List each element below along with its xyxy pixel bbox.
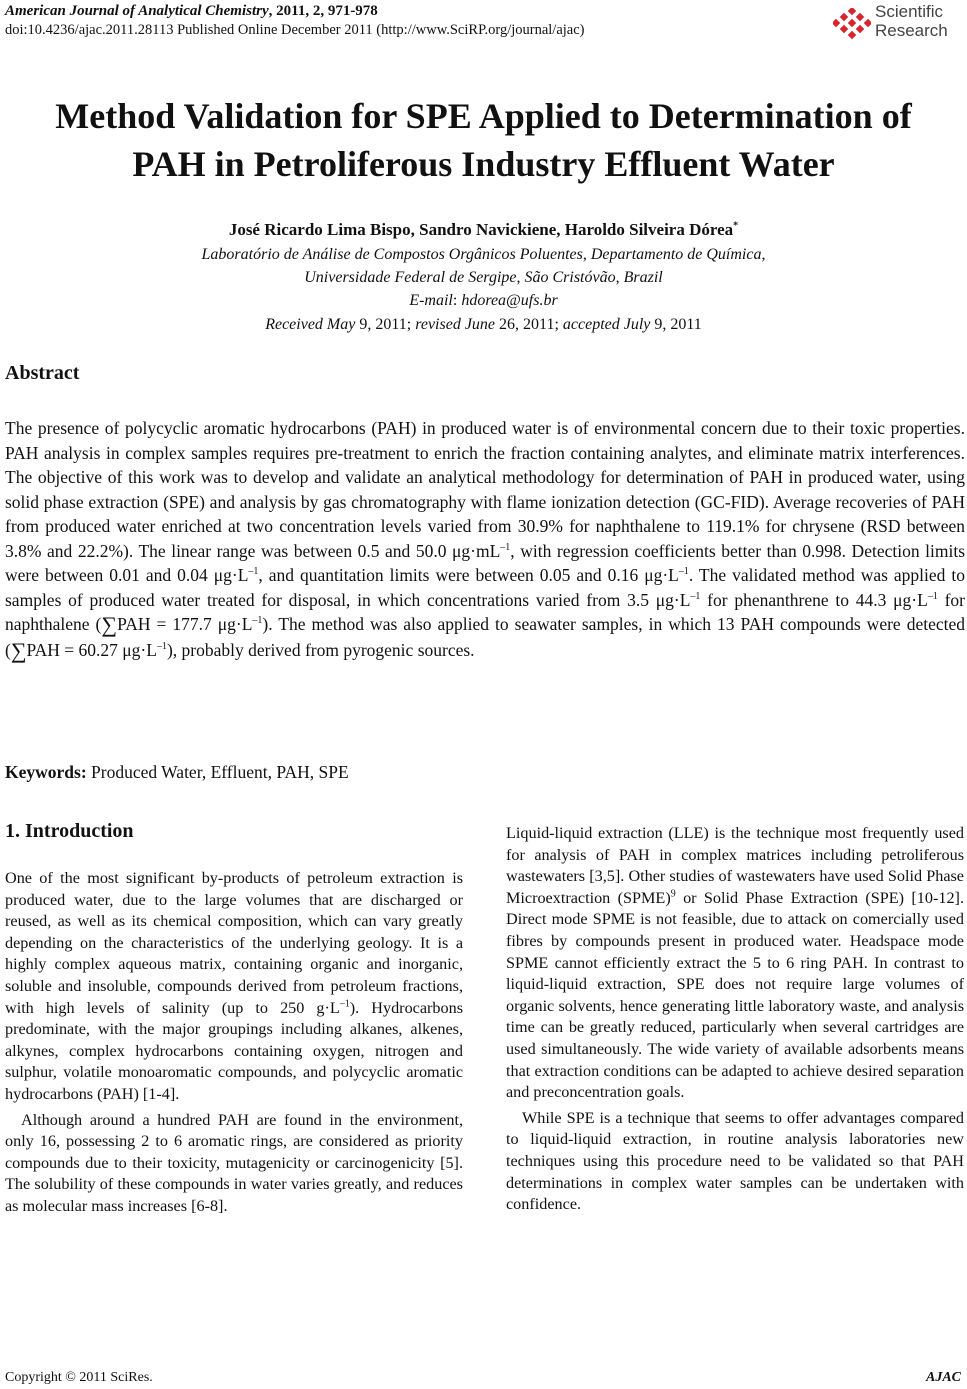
publisher-logo xyxy=(833,2,963,44)
city-name: São Cristóvão xyxy=(524,269,616,286)
sigma-symbol: ∑ xyxy=(10,637,27,663)
corresponding-mark: * xyxy=(733,220,739,232)
sigma-symbol: ∑ xyxy=(101,612,118,637)
intro-paragraph-3 xyxy=(506,823,964,1104)
journal-name: American Journal of Analytical Chemistry xyxy=(5,3,269,19)
revised-label: revised June xyxy=(415,316,496,333)
received-date: 9, 2011; xyxy=(355,316,416,333)
affiliation-line-1: Laboratório de Análise de Compostos Orgânicos Poluentes, Departamento de Química, xyxy=(201,246,766,263)
journal-header xyxy=(5,2,585,40)
affiliation-line-2: Universidade Federal de Sergipe, São Cristóvão, Brazil xyxy=(304,269,663,286)
paper-title xyxy=(0,92,967,188)
keywords-list: Produced Water, Effluent, PAH, SPE xyxy=(86,762,349,782)
ref-sup: 9 xyxy=(670,888,676,900)
abstract-text-5: for phenanthrene to 44.3 μg·L xyxy=(700,589,928,610)
logo-text-2: Research xyxy=(875,21,948,40)
intro-text-3a: Liquid-liquid extraction (LLE) is the technique most frequently used for analysis of PAH in complex matrices including petroliferous wastewaters [3,5]. Other studies of wastewaters have used Solid Phase Microextraction (SPME) xyxy=(506,824,964,907)
abstract-text-6: for naphthalene ( xyxy=(5,589,966,634)
received-label: Received May xyxy=(265,316,356,333)
abstract-heading: Abstract xyxy=(5,362,80,384)
left-column xyxy=(5,818,463,1218)
intro-text-1b: ). Hydrocarbons predominate, with the major groupings including alkanes, alkenes, alkynes, complex hydrocarbons containing oxygen, nitrogen and sulphur, volatile monoaromatic compounds, and polycyclic aromatic hydrocarbons (PAH) [1-4]. xyxy=(5,998,463,1103)
intro-paragraph-1 xyxy=(5,868,463,1106)
email-label: E-mail xyxy=(409,292,453,309)
sup-neg1: –1 xyxy=(339,998,350,1010)
intro-paragraph-4: While SPE is a technique that seems to offer advantages compared to liquid-liquid extraction, in routine analysis laboratories new techniques using this procedure need to be validated so that PAH determinations in complex water samples can be undertaken with confidence. xyxy=(506,1108,964,1214)
abstract-text-10: ), probably derived from pyrogenic sources. xyxy=(166,639,475,660)
dept-name: Departamento de Química xyxy=(590,246,762,263)
scientific-research-logo-icon xyxy=(833,8,871,40)
keywords xyxy=(5,762,349,783)
accepted-label: accepted July xyxy=(562,316,651,333)
author-list: José Ricardo Lima Bispo, Sandro Navickiene, Haroldo Silveira Dórea xyxy=(228,220,734,239)
revised-date: 26, 2011; xyxy=(495,316,563,333)
sup-neg1: –1 xyxy=(690,590,701,602)
intro-paragraph-2: Although around a hundred PAH are found in the environment, only 16, possessing 2 to 6 aromatic rings, are considered as priority compounds due to their toxicity, mutagenicity or carcinogenicity [5]. The solubility of these compounds in water varies greatly, and reduces as molecular mass increases [6-8]. xyxy=(5,1110,463,1215)
doi-line: doi:10.4236/ajac.2011.28113 Published Online December 2011 (http://www.SciRP.org/journal/ajac) xyxy=(5,22,585,38)
intro-text-3b: or Solid Phase Extraction (SPE) [10-12]. Direct mode SPME is not feasible, due to attack on comercially used fibres by compounds present in produced water. Headspace mode SPME cannot efficiently extract the 5 to 6 ring PAH. In contrast to liquid-liquid extraction, SPE does not require large volumes of organic solvents, hence generating little laboratory waste, and analysis time can be greatly reduced, particularly when several cartridges are used simultaneously. The wide variety of available adsorbents means that extraction conditions can be adapted to achieve desired separation and preconcentration goals. xyxy=(506,888,964,1102)
email-link[interactable]: hdorea@ufs.br xyxy=(461,292,558,309)
univ-name: Universidade Federal de Sergipe xyxy=(304,269,517,286)
accepted-date: 9, 2011 xyxy=(650,316,702,333)
copyright-footer: Copyright © 2011 SciRes. xyxy=(5,1370,153,1385)
sup-neg1: –1 xyxy=(248,566,259,578)
abstract-text-7: PAH = 177.7 μg·L xyxy=(117,614,253,634)
sup-neg1: –1 xyxy=(252,615,263,627)
right-column xyxy=(506,823,964,1216)
title-line-1: Method Validation for SPE Applied to Determination of xyxy=(55,96,912,136)
journal-meta: , 2011, 2, 971-978 xyxy=(268,3,378,19)
abstract-text-3: , and quantitation limits were between 0.05 and 0.16 μg·L xyxy=(258,565,679,585)
abstract-text-1: The presence of polycyclic aromatic hydrocarbons (PAH) in produced water is of environmental concern due to their toxic properties. PAH analysis in complex samples requires pre-treatment to enrich the fraction containing analytes, and eliminate matrix interferences. The objective of this work was to develop and validate an analytical methodology for determination of PAH in produced water, using solid phase extraction (SPE) and analysis by gas chromatography with flame ionization detection (GC-FID). Average recoveries of PAH from produced water enriched at two concentration levels varied from 30.9% for naphthalene to 119.1% for chrysene (RSD between 3.8% and 22.2%). The linear range was between 0.5 and 50.0 μg·mL xyxy=(5,418,965,561)
sup-neg1: –1 xyxy=(927,590,938,602)
dates-line xyxy=(0,314,967,336)
authors xyxy=(0,220,967,240)
abstract-text-8: ). The method was also applied to seawater samples, in which 13 PAH compounds were detected ( xyxy=(5,614,965,660)
journal-abbrev-footer: AJAC xyxy=(925,1370,961,1385)
sup-neg1: –1 xyxy=(678,566,689,578)
intro-heading: 1. Introduction xyxy=(5,820,134,842)
country-name: Brazil xyxy=(623,269,663,286)
logo-text-1: Scientific xyxy=(875,2,944,21)
keywords-label: Keywords: xyxy=(5,762,87,782)
abstract-text-4: . The validated method was applied to samples of produced water treated for disposal, in which concentrations varied from 3.5 μg·L xyxy=(5,565,966,610)
sup-neg1: –1 xyxy=(156,640,167,652)
abstract-text-9: PAH = 60.27 μg·L xyxy=(26,639,157,660)
title-line-2: PAH in Petroliferous Industry Effluent Water xyxy=(132,144,835,184)
lab-name: Laboratório de Análise de Compostos Orgânicos Poluentes xyxy=(201,246,583,263)
abstract-text-2: , with regression coefficients better than 0.998. Detection limits were between 0.01 and 0.04 μg·L xyxy=(5,540,966,585)
abstract-body xyxy=(5,416,965,663)
email-line: E-mail: hdorea@ufs.br xyxy=(409,292,558,309)
sup-neg1: –1 xyxy=(500,541,511,553)
intro-text-1a: One of the most significant by-products of petroleum extraction is produced water, due to the large volumes that are discharged or reused, as well as its chemical composition, which can vary greatly depending on the characteristics of the underlying geology. It is a highly complex aqueous matrix, containing organic and inorganic, soluble and insoluble, compounds derived from petroleum fractions, with high levels of salinity (up to 250 g·L xyxy=(5,869,463,1017)
